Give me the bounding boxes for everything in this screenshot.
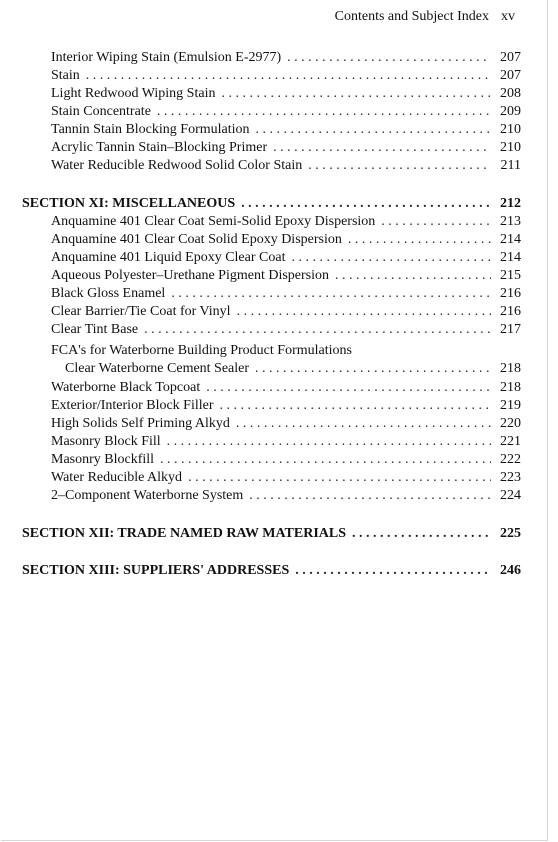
toc-entry: High Solids Self Priming Alkyd . . . 220 — [51, 415, 521, 433]
toc-entry: Anquamine 401 Liquid Epoxy Clear Coat . . . 214 — [51, 249, 521, 267]
toc-entry: Clear Waterborne Cement Sealer . . . 218 — [65, 360, 521, 378]
toc-entry: Water Reducible Alkyd . . . 223 — [51, 469, 521, 487]
running-head-title: Contents and Subject Index — [334, 9, 489, 24]
toc-entry: Stain . . . 207 — [51, 67, 521, 85]
section-heading-xiii: SECTION XIII: SUPPLIERS' ADDRESSES . . . 246 — [22, 562, 521, 580]
section-heading-xii: SECTION XII: TRADE NAMED RAW MATERIALS . . . 225 — [22, 525, 521, 543]
toc-entry: Masonry Block Fill . . . 221 — [51, 433, 521, 451]
toc-entry: Aqueous Polyester–Urethane Pigment Dispersion . . . 215 — [51, 267, 521, 285]
toc-entry: Water Reducible Redwood Solid Color Stain . . . 211 — [51, 157, 521, 175]
toc-entry: 2–Component Waterborne System . . . 224 — [51, 487, 521, 505]
running-head — [335, 9, 515, 25]
toc-entry: Exterior/Interior Block Filler . . . 219 — [51, 397, 521, 415]
toc-entry: Waterborne Black Topcoat . . . 218 — [51, 379, 521, 397]
toc-entry: Light Redwood Wiping Stain . . . 208 — [51, 85, 521, 103]
toc-entry: Interior Wiping Stain (Emulsion E-2977) . . . 207 — [51, 49, 521, 67]
toc-entry: Clear Tint Base . . . 217 — [51, 321, 521, 339]
toc-entry: Anquamine 401 Clear Coat Solid Epoxy Dispersion . . . 214 — [51, 231, 521, 249]
toc-entry: Anquamine 401 Clear Coat Semi-Solid Epoxy Dispersion . . . 213 — [51, 213, 521, 231]
toc-entry: Black Gloss Enamel . . . 216 — [51, 285, 521, 303]
toc-entry: Stain Concentrate . . . 209 — [51, 103, 521, 121]
toc-entry: Clear Barrier/Tie Coat for Vinyl . . . 216 — [51, 303, 521, 321]
toc-entry: Tannin Stain Blocking Formulation . . . 210 — [51, 121, 521, 139]
toc-entry: Masonry Blockfill . . . 222 — [51, 451, 521, 469]
page-number: xv — [501, 9, 515, 24]
toc-subheading: FCA's for Waterborne Building Product Formulations — [51, 343, 352, 358]
toc-entry: Acrylic Tannin Stain–Blocking Primer . . . 210 — [51, 139, 521, 157]
section-heading-xi: SECTION XI: MISCELLANEOUS . . . 212 — [22, 195, 521, 213]
